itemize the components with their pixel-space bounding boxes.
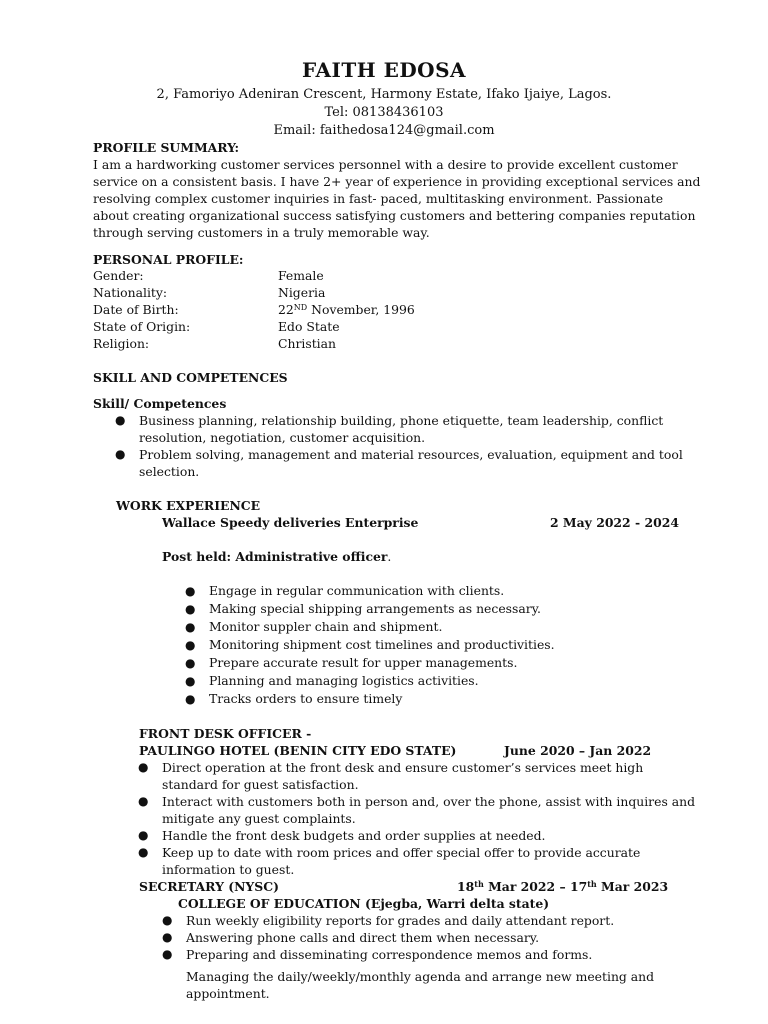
duty-item: ● Prepare accurate result for upper managements.: [185, 655, 518, 670]
duty-item: ● Direct operation at the front desk and ensure customer’s services meet high standard for guest satisfaction.: [138, 760, 644, 792]
duty-item: ● Tracks orders to ensure timely: [185, 691, 403, 706]
skills-list: [115, 412, 683, 480]
dob-label: Date of Birth:: [93, 302, 179, 317]
phone: Tel: 08138436103: [324, 105, 444, 120]
duty-item: ● Engage in regular communication with clients.: [185, 583, 505, 598]
skill-text: resolution, negotiation, customer acquisition.: [139, 430, 426, 445]
gender-label: Gender:: [93, 268, 144, 283]
dob-value: [278, 301, 415, 318]
job3-date-part: Mar 2022 – 17: [483, 879, 588, 894]
job1-dates: 2 May 2022 - 2024: [550, 515, 679, 530]
job3-title: SECRETARY (NYSC): [139, 879, 279, 894]
job3-date-suffix: th: [474, 879, 484, 889]
religion-label: Religion:: [93, 336, 150, 351]
skill-item: ● Problem solving, management and material resources, evaluation, equipment and tool selection.: [115, 447, 683, 479]
dob-day: 22: [278, 302, 294, 317]
duty-text: Planning and managing logistics activities.: [209, 673, 479, 688]
duty-item: ● Keep up to date with room prices and offer special offer to provide accurate information to guest.: [138, 845, 641, 877]
duty-item: ● Handle the front desk budgets and order supplies at needed.: [138, 828, 546, 843]
job3-date-part: 18: [457, 879, 475, 894]
job1-post-period: .: [387, 549, 392, 564]
skill-text: selection.: [139, 464, 200, 479]
duty-text: Monitoring shipment cost timelines and productivities.: [209, 637, 555, 652]
skills-heading: SKILL AND COMPETENCES: [93, 370, 288, 385]
skill-text: Business planning, relationship building, phone etiquette, team leadership, conflict: [139, 413, 664, 428]
religion-value: Christian: [278, 336, 337, 351]
job1-duties: [185, 582, 555, 708]
duty-text: Monitor suppler chain and shipment.: [209, 619, 443, 634]
duty-item: ● Answering phone calls and direct them when necessary.: [162, 930, 540, 945]
dob-month-year: November, 1996: [307, 302, 415, 317]
job3-extra-line: appointment.: [186, 986, 270, 1001]
personal-profile-heading: PERSONAL PROFILE:: [93, 252, 244, 267]
summary-line: I am a hardworking customer services personnel with a desire to provide excellent customer: [93, 157, 678, 172]
job3-date-suffix: th: [587, 879, 597, 889]
duty-item: ● Interact with customers both in person and, over the phone, assist with inquires and mitigate any guest complaints.: [138, 794, 696, 826]
duty-text: Prepare accurate result for upper managements.: [209, 655, 518, 670]
job3-duties: [162, 912, 615, 963]
gender-value: Female: [278, 268, 324, 283]
duty-text: Direct operation at the front desk and ensure customer’s services meet high: [162, 760, 644, 775]
duty-item: ● Run weekly eligibility reports for grades and daily attendant report.: [162, 913, 615, 928]
job1-post: [162, 548, 391, 565]
work-experience-heading: WORK EXPERIENCE: [116, 498, 261, 513]
skill-text: Problem solving, management and material resources, evaluation, equipment and tool: [139, 447, 683, 462]
duty-text: Preparing and disseminating correspondence memos and forms.: [186, 947, 593, 962]
summary-line: resolving complex customer inquiries in fast- paced, multitasking environment. Passionate: [93, 191, 664, 206]
duty-text: Run weekly eligibility reports for grades and daily attendant report.: [186, 913, 615, 928]
duty-text: Keep up to date with room prices and offer special offer to provide accurate: [162, 845, 641, 860]
duty-text: Engage in regular communication with clients.: [209, 583, 505, 598]
job2-title: FRONT DESK OFFICER -: [139, 726, 312, 741]
duty-item: ● Monitor suppler chain and shipment.: [185, 619, 443, 634]
skills-subheading: Skill/ Competences: [93, 396, 227, 411]
job3-company: COLLEGE OF EDUCATION (Ejegba, Warri delta state): [178, 896, 550, 911]
job2-duties: [138, 759, 696, 878]
duty-text: Interact with customers both in person and, over the phone, assist with inquires and: [162, 794, 696, 809]
duty-text: standard for guest satisfaction.: [162, 777, 359, 792]
origin-label: State of Origin:: [93, 319, 191, 334]
duty-item: ● Monitoring shipment cost timelines and productivities.: [185, 637, 555, 652]
job3-date-part: Mar 2023: [596, 879, 669, 894]
summary-line: service on a consistent basis. I have 2+ year of experience in providing exceptional services and: [93, 174, 701, 189]
duty-text: information to guest.: [162, 862, 295, 877]
job1-post-text: Post held: Administrative officer: [162, 549, 388, 564]
job3-extra-line: Managing the daily/weekly/monthly agenda and arrange new meeting and: [186, 969, 655, 984]
duty-text: mitigate any guest complaints.: [162, 811, 356, 826]
origin-value: Edo State: [278, 319, 340, 334]
candidate-name: FAITH EDOSA: [301, 58, 467, 82]
job3-dates: [457, 878, 668, 895]
job1-company: Wallace Speedy deliveries Enterprise: [162, 515, 419, 530]
email: Email: faithedosa124@gmail.com: [273, 123, 495, 138]
duty-item: ● Planning and managing logistics activities.: [185, 673, 479, 688]
summary-line: about creating organizational success satisfying customers and bettering companies reputation: [93, 208, 696, 223]
profile-summary-heading: PROFILE SUMMARY:: [93, 140, 240, 155]
summary-line: through serving customers in a truly memorable way.: [93, 225, 430, 240]
duty-text: Answering phone calls and direct them when necessary.: [186, 930, 540, 945]
duty-item: ● Making special shipping arrangements as necessary.: [185, 601, 541, 616]
job2-dates: June 2020 – Jan 2022: [504, 743, 652, 758]
duty-text: Handle the front desk budgets and order supplies at needed.: [162, 828, 546, 843]
dob-suffix: ND: [293, 303, 308, 312]
profile-summary-text: [93, 156, 701, 241]
address: 2, Famoriyo Adeniran Crescent, Harmony Estate, Ifako Ijaiye, Lagos.: [156, 87, 612, 102]
skill-item: ● Business planning, relationship building, phone etiquette, team leadership, conflict resolution, negotiation, customer acquisition.: [115, 413, 664, 445]
nationality-value: Nigeria: [278, 285, 326, 300]
duty-text: Tracks orders to ensure timely: [209, 691, 403, 706]
duty-text: Making special shipping arrangements as necessary.: [209, 601, 541, 616]
job2-company: PAULINGO HOTEL (BENIN CITY EDO STATE): [139, 743, 457, 758]
nationality-label: Nationality:: [93, 285, 168, 300]
duty-item: ● Preparing and disseminating correspondence memos and forms.: [162, 947, 593, 962]
